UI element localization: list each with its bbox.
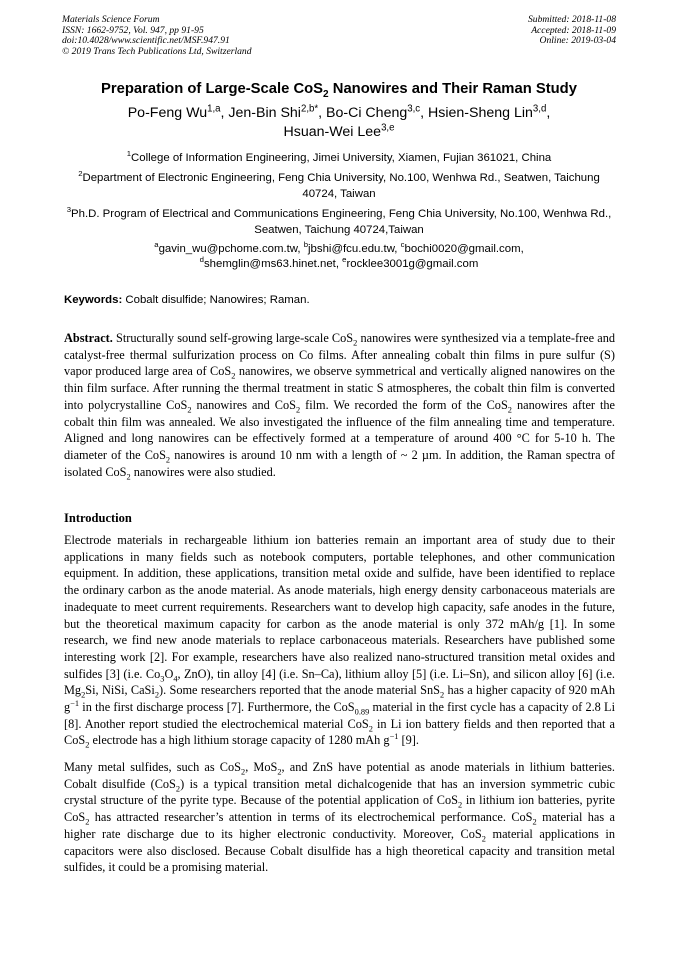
author-list bbox=[60, 104, 618, 142]
abstract: Abstract. Structurally sound self-growing large-scale CoS$_2$ nanowires were synthesized via a template-free and catalyst-free thermal sulfurization process on Co films. After annealing cobalt thin films in pure sulfur (S) vapor produced large area of CoS$_2$ nanowires, we observe symmetrical and vertically aligned nanowires on the thin film surface. After running the thermal treatment in static S atmospheres, the cobalt thin film is converted into polycrystalline CoS$_2$ nanowires and CoS$_2$ film. We recorded the form of the CoS$_2$ nanowires after the cobalt thin film was annealed. We also investigated the influence of the film annealing time and temperature. Aligned and long nanowires can be effectively formed at a temperature of around 400 °C for 5-10 h. The diameter of the CoS$_2$ nanowires is around 10 nm with a length of ~ 2 µm. In addition, the Raman spectra of isolated CoS$_2$ nanowires were also studied. bbox=[64, 331, 616, 482]
author: Hsien-Sheng Lin$^{3,d}$, bbox=[428, 103, 551, 121]
article-meta-right bbox=[528, 15, 616, 47]
author: Jen-Bin Shi$^{2,b*}$, bbox=[228, 103, 327, 121]
keywords bbox=[64, 293, 614, 307]
copyright-line: © 2019 Trans Tech Publications Ltd, Switzerland bbox=[62, 45, 252, 57]
email-link[interactable]: jbshi@fcu.edu.tw, bbox=[308, 243, 401, 255]
accepted-date: Accepted: 2018-11-09 bbox=[531, 24, 616, 36]
keywords-text: Cobalt disulfide; Nanowires; Raman. bbox=[122, 294, 310, 306]
author: Po-Feng Wu$^{1,a}$, bbox=[127, 103, 229, 121]
paper-title: Preparation of Large-Scale CoS$_2$ Nanowires and Their Raman Study bbox=[101, 81, 577, 100]
affiliation: $^2$Department of Electronic Engineering, Feng Chia University, No.100, Wenhwa Rd., Seatwen, Taichung 40724, Taiwan bbox=[78, 169, 600, 200]
email-link[interactable]: bochi0020@gmail.com, bbox=[404, 243, 524, 255]
email-link[interactable]: rocklee3001g@gmail.com bbox=[346, 257, 479, 270]
author: Bo-Ci Cheng$^{3,c}$, bbox=[326, 103, 429, 121]
email-link[interactable]: gavin_wu@pchome.com.tw, bbox=[158, 243, 304, 255]
section-heading: Introduction bbox=[64, 511, 132, 525]
email-list: $^a$gavin_wu@pchome.com.tw, $^b$jbshi@fcu.edu.tw, $^c$bochi0020@gmail.com, $^d$shemglin@ms63.hinet.net, $^e$rocklee3001g@gmail.com bbox=[154, 240, 524, 270]
affiliation: $^1$College of Information Engineering, Jimei University, Xiamen, Fujian 361021, China bbox=[126, 149, 552, 164]
email-link[interactable]: shemglin@ms63.hinet.net, bbox=[203, 257, 343, 270]
affiliation: $^3$Ph.D. Program of Electrical and Communications Engineering, Feng Chia University, No.100, Wenhwa Rd., Seatwen, Taichung 40724,Taiwan bbox=[66, 205, 612, 236]
article-meta-left bbox=[62, 15, 252, 57]
online-date: Online: 2019-03-04 bbox=[539, 35, 616, 47]
author: Hsuan-Wei Lee$^{3,e}$ bbox=[283, 122, 395, 140]
submitted-date: Submitted: 2018-11-08 bbox=[527, 14, 616, 25]
journal-name: Materials Science Forum bbox=[62, 14, 160, 25]
intro-paragraph-1: Electrode materials in rechargeable lithium ion batteries remain an important area of study due to their applications in many fields such as notebook computers, portable telephones, and other communication equipment. In addition, these applications, transition metal oxide and sulfide, have been identified to replace the ordinary carbon as the anode material. As anode materials, high energy density carbonaceous materials are inadequate to meet current requirements. Researchers want to develop high capacity, safe anodes in the future, but the theoretical maximum capacity for carbon as the anode material is only 372 mAh/g [1]. In some research, we find new anode materials to replace carbonaceous materials. Researchers have published some interesting work [2]. For example, researchers have also realized nano-structured transition metal oxides and sulfides [3] (i.e. $Co_3O_4$, ZnO), tin alloy [4] (i.e. Sn–Ca), lithium alloy [5] (i.e. Li–Sn), and silicon alloy [6] (i.e. $Mg_2Si$, NiSi, CaSi$_2$). Some researchers reported that the anode material SnS$_2$ has a higher capacity of 920 mAh $g^{-1}$ in the first discharge process [7]. Furthermore, the CoS$_{0.89}$ material in the first cycle has a capacity of 2.8 Li [8]. Another report studied the electrochemical material CoS$_2$ in Li ion battery fields and then reported that a CoS$_2$ electrode has a high lithium storage capacity of 1280 mAh $g^{-1}$ [9]. bbox=[64, 533, 615, 750]
doi-line: doi:10.4028/www.scientific.net/MSF.947.91 bbox=[62, 35, 230, 47]
abstract-label: Abstract. bbox=[64, 331, 113, 345]
keywords-label: Keywords: bbox=[64, 294, 123, 306]
intro-paragraph-2: Many metal sulfides, such as CoS$_2$, MoS$_2$, and ZnS have potential as anode materials in lithium batteries. Cobalt disulfide (CoS$_2$) is a typical transition metal dichalcogenide that has an inversion symmetric cubic crystal structure of the pyrite type. Because of the potential application of CoS$_2$ in lithium ion batteries, pyrite CoS$_2$ has attracted researcher’s attention in terms of its electrochemical performance. CoS$_2$ material has a higher rate discharge due to its higher electronic conductivity. Moreover, CoS$_2$ material applications in capacitors were also disclosed. Because Cobalt disulfide has a high theoretical capacity and transition metal sulfides, it could be a promising material. bbox=[64, 760, 615, 875]
issn-line: ISSN: 1662-9752, Vol. 947, pp 91-95 bbox=[62, 24, 204, 36]
